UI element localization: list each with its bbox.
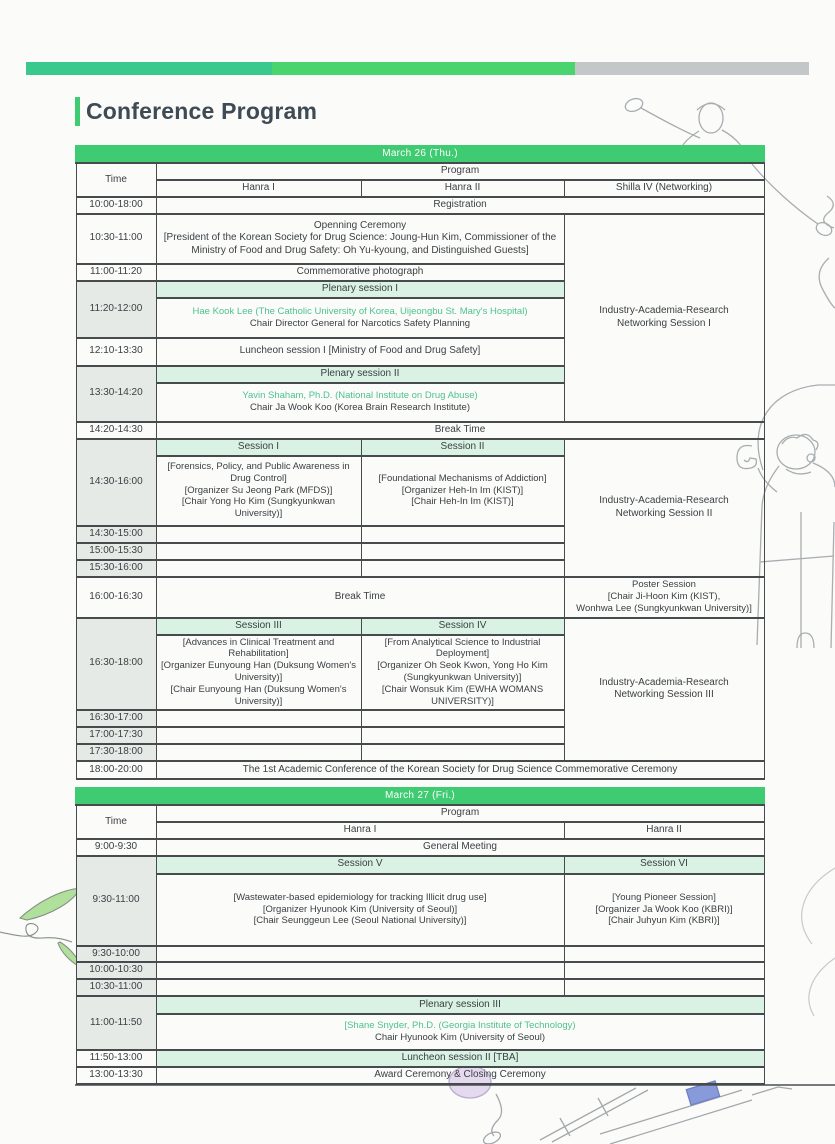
poster-session-cell xyxy=(564,577,764,618)
day1-banner: March 26 (Thu.) xyxy=(76,146,764,163)
time-cell: 17:00-17:30 xyxy=(76,727,156,744)
poster-chair-line2: Wonhwa Lee (Sungkyunkwan University)] xyxy=(576,603,752,615)
topbar-segment-gray xyxy=(575,62,809,75)
general-meeting-cell: General Meeting xyxy=(156,839,764,856)
session5-header-cell: Session V xyxy=(156,856,564,874)
session3-body-cell xyxy=(156,635,361,710)
session4-body-cell xyxy=(361,635,564,710)
background-curve-line-art xyxy=(802,868,835,1016)
empty-slot-cell xyxy=(564,979,764,996)
luncheon2-cell: Luncheon session II [TBA] xyxy=(156,1050,764,1067)
time-cell: 12:10-13:30 xyxy=(76,338,156,366)
commemorative-photo-cell: Commemorative photograph xyxy=(156,264,564,281)
topbar-segment-green-bright xyxy=(272,62,575,75)
time-cell: 16:30-17:00 xyxy=(76,710,156,727)
empty-slot-cell xyxy=(156,710,361,727)
time-cell: 10:00-10:30 xyxy=(76,962,156,979)
day2-column-hanra1: Hanra I xyxy=(156,822,564,839)
opening-title: Openning Ceremony xyxy=(313,219,407,231)
session2-body-cell xyxy=(361,456,564,526)
time-cell: 15:00-15:30 xyxy=(76,543,156,560)
session4-header-cell: Session IV xyxy=(361,618,564,635)
networking-session1-cell xyxy=(564,214,764,422)
plenary3-speaker-cell xyxy=(156,1014,764,1050)
session5-topic: [Wastewater-based epidemiology for tracking Illicit drug use] xyxy=(233,891,487,903)
day2-column-hanra2: Hanra II xyxy=(564,822,764,839)
page-title: Conference Program xyxy=(86,98,318,124)
empty-slot-cell xyxy=(564,962,764,979)
time-cell: 10:30-11:00 xyxy=(76,979,156,996)
empty-slot-cell xyxy=(361,560,564,577)
march-27-table xyxy=(75,787,765,1085)
empty-slot-cell xyxy=(564,946,764,963)
networking-session1-text: Industry-Academia-Research Networking Session I xyxy=(599,305,729,329)
award-ceremony-cell: Award Ceremony & Closing Ceremony xyxy=(156,1067,764,1084)
session5-chair: [Chair Seunggeun Lee (Seoul National University)] xyxy=(253,915,467,927)
time-cell: 17:30-18:00 xyxy=(76,744,156,761)
networking-session2-text: Industry-Academia-Research Networking Session II xyxy=(599,495,729,519)
session5-organizer: [Organizer Hyunook Kim (University of Seoul)] xyxy=(262,903,458,915)
title-accent-bar xyxy=(75,97,80,126)
time-cell: 11:00-11:20 xyxy=(76,264,156,281)
time-cell: 10:30-11:00 xyxy=(76,214,156,264)
opening-ceremony-cell xyxy=(156,214,564,264)
networking-session2-cell xyxy=(564,439,764,577)
time-cell: 14:20-14:30 xyxy=(76,422,156,439)
time-cell: 11:50-13:00 xyxy=(76,1050,156,1067)
empty-slot-cell xyxy=(361,727,564,744)
time-cell: 9:00-9:30 xyxy=(76,839,156,856)
plenary2-speaker: Yavin Shaham, Ph.D. (National Institute on Drug Abuse) xyxy=(242,390,478,402)
session6-body-cell xyxy=(564,874,764,946)
session1-topic: [Forensics, Policy, and Public Awareness in Drug Control] xyxy=(167,460,350,484)
day1-column-shilla4: Shilla IV (Networking) xyxy=(564,180,764,197)
time-cell: 11:20-12:00 xyxy=(76,281,156,338)
empty-slot-cell xyxy=(156,727,361,744)
time-cell: 15:30-16:00 xyxy=(76,560,156,577)
time-cell: 14:30-15:00 xyxy=(76,526,156,543)
page-title-block xyxy=(75,97,317,126)
session1-body-cell xyxy=(156,456,361,526)
time-cell: 11:00-11:50 xyxy=(76,996,156,1050)
session4-chair: [Chair Wonsuk Kim (EWHA WOMANS UNIVERSITY)] xyxy=(381,684,544,707)
session2-chair: [Chair Heh-In Im (KIST)] xyxy=(411,496,514,508)
time-cell: 13:00-13:30 xyxy=(76,1067,156,1084)
time-cell: 14:30-16:00 xyxy=(76,439,156,526)
break1-cell: Break Time xyxy=(156,422,764,439)
session2-organizer: [Organizer Heh-In Im (KIST)] xyxy=(401,484,524,496)
plenary1-header-cell: Plenary session I xyxy=(156,281,564,298)
registration-cell: Registration xyxy=(156,197,764,214)
plenary3-chair: Chair Hyunook Kim (University of Seoul) xyxy=(375,1032,546,1043)
day2-time-header: Time xyxy=(76,805,156,839)
day1-column-hanra2: Hanra II xyxy=(361,180,564,197)
empty-slot-cell xyxy=(361,710,564,727)
plenary1-speaker-cell xyxy=(156,298,564,338)
session3-organizer: [Organizer Eunyoung Han (Duksung Women's University)] xyxy=(161,660,356,684)
empty-slot-cell xyxy=(156,979,564,996)
luncheon1-cell: Luncheon session I [Ministry of Food and Drug Safety] xyxy=(156,338,564,366)
commemorative-ceremony-cell: The 1st Academic Conference of the Korean Society for Drug Science Commemorative Ceremony xyxy=(156,761,764,779)
time-cell: 13:30-14:20 xyxy=(76,366,156,422)
plenary2-speaker-cell xyxy=(156,383,564,422)
networking-session3-text: Industry-Academia-Research Networking Session III xyxy=(599,676,729,701)
session4-topic: [From Analytical Science to Industrial Deployment] xyxy=(384,636,541,660)
time-cell: 16:30-18:00 xyxy=(76,618,156,710)
plenary1-chair: Chair Director General for Narcotics Safety Planning xyxy=(249,317,471,329)
empty-slot-cell xyxy=(156,543,361,560)
empty-slot-cell xyxy=(156,526,361,543)
poster-title: Poster Session xyxy=(632,578,696,590)
time-cell: 9:30-10:00 xyxy=(76,946,156,963)
session1-chair: [Chair Yong Ho Kim (Sungkyunkwan University)] xyxy=(181,496,336,520)
empty-slot-cell xyxy=(361,543,564,560)
time-cell: 18:00-20:00 xyxy=(76,761,156,779)
day2-program-header: Program xyxy=(156,805,764,822)
empty-slot-cell xyxy=(361,744,564,761)
time-cell: 16:00-16:30 xyxy=(76,577,156,618)
leaf-line-art xyxy=(0,888,82,968)
session1-header-cell: Session I xyxy=(156,439,361,456)
opening-detail: [President of the Korean Society for Drug Science: Joung-Hun Kim, Commissioner of the Ministry of Food and Drug Safety: Oh Yu-kyoung, and Distinguished Guests] xyxy=(163,232,557,256)
session2-topic: [Foundational Mechanisms of Addiction] xyxy=(378,472,547,484)
session6-organizer: [Organizer Ja Wook Koo (KBRI)] xyxy=(595,903,733,915)
poster-chair-line1: [Chair Ji-Hoon Kim (KIST), xyxy=(607,590,721,602)
empty-slot-cell xyxy=(156,560,361,577)
plenary3-speaker: [Shane Snyder, Ph.D. (Georgia Institute of Technology) xyxy=(344,1020,576,1032)
empty-slot-cell xyxy=(361,526,564,543)
session1-organizer: [Organizer Su Jeong Park (MFDS)] xyxy=(184,484,333,496)
day2-banner: March 27 (Fri.) xyxy=(76,788,764,805)
session6-header-cell: Session VI xyxy=(564,856,764,874)
networking-session3-cell xyxy=(564,618,764,761)
time-cell: 9:30-11:00 xyxy=(76,856,156,946)
day1-program-header: Program xyxy=(156,163,764,180)
empty-slot-cell xyxy=(156,946,564,963)
session3-header-cell: Session III xyxy=(156,618,361,635)
plenary1-speaker: Hae Kook Lee (The Catholic University of Korea, Uijeongbu St. Mary's Hospital) xyxy=(192,305,528,317)
plenary2-header-cell: Plenary session II xyxy=(156,366,564,383)
plenary3-header-cell: Plenary session III xyxy=(156,996,764,1014)
session5-body-cell xyxy=(156,874,564,946)
topbar-segment-green-dark xyxy=(26,62,272,75)
session6-topic: [Young Pioneer Session] xyxy=(612,891,716,903)
break2-cell: Break Time xyxy=(156,577,564,618)
empty-slot-cell xyxy=(156,744,361,761)
day1-column-hanra1: Hanra I xyxy=(156,180,361,197)
day1-time-header: Time xyxy=(76,163,156,197)
plenary2-chair: Chair Ja Wook Koo (Korea Brain Research Institute) xyxy=(249,402,470,413)
march-26-table xyxy=(75,145,765,780)
session6-chair: [Chair Juhyun Kim (KBRI)] xyxy=(608,915,720,927)
session3-topic: [Advances in Clinical Treatment and Rehabilitation] xyxy=(182,636,335,660)
session3-chair: [Chair Eunyoung Han (Duksung Women's University)] xyxy=(170,684,347,707)
time-cell: 10:00-18:00 xyxy=(76,197,156,214)
session2-header-cell: Session II xyxy=(361,439,564,456)
empty-slot-cell xyxy=(156,962,564,979)
session4-organizer: [Organizer Oh Seok Kwon, Yong Ho Kim (Sungkyunkwan University)] xyxy=(377,660,548,684)
